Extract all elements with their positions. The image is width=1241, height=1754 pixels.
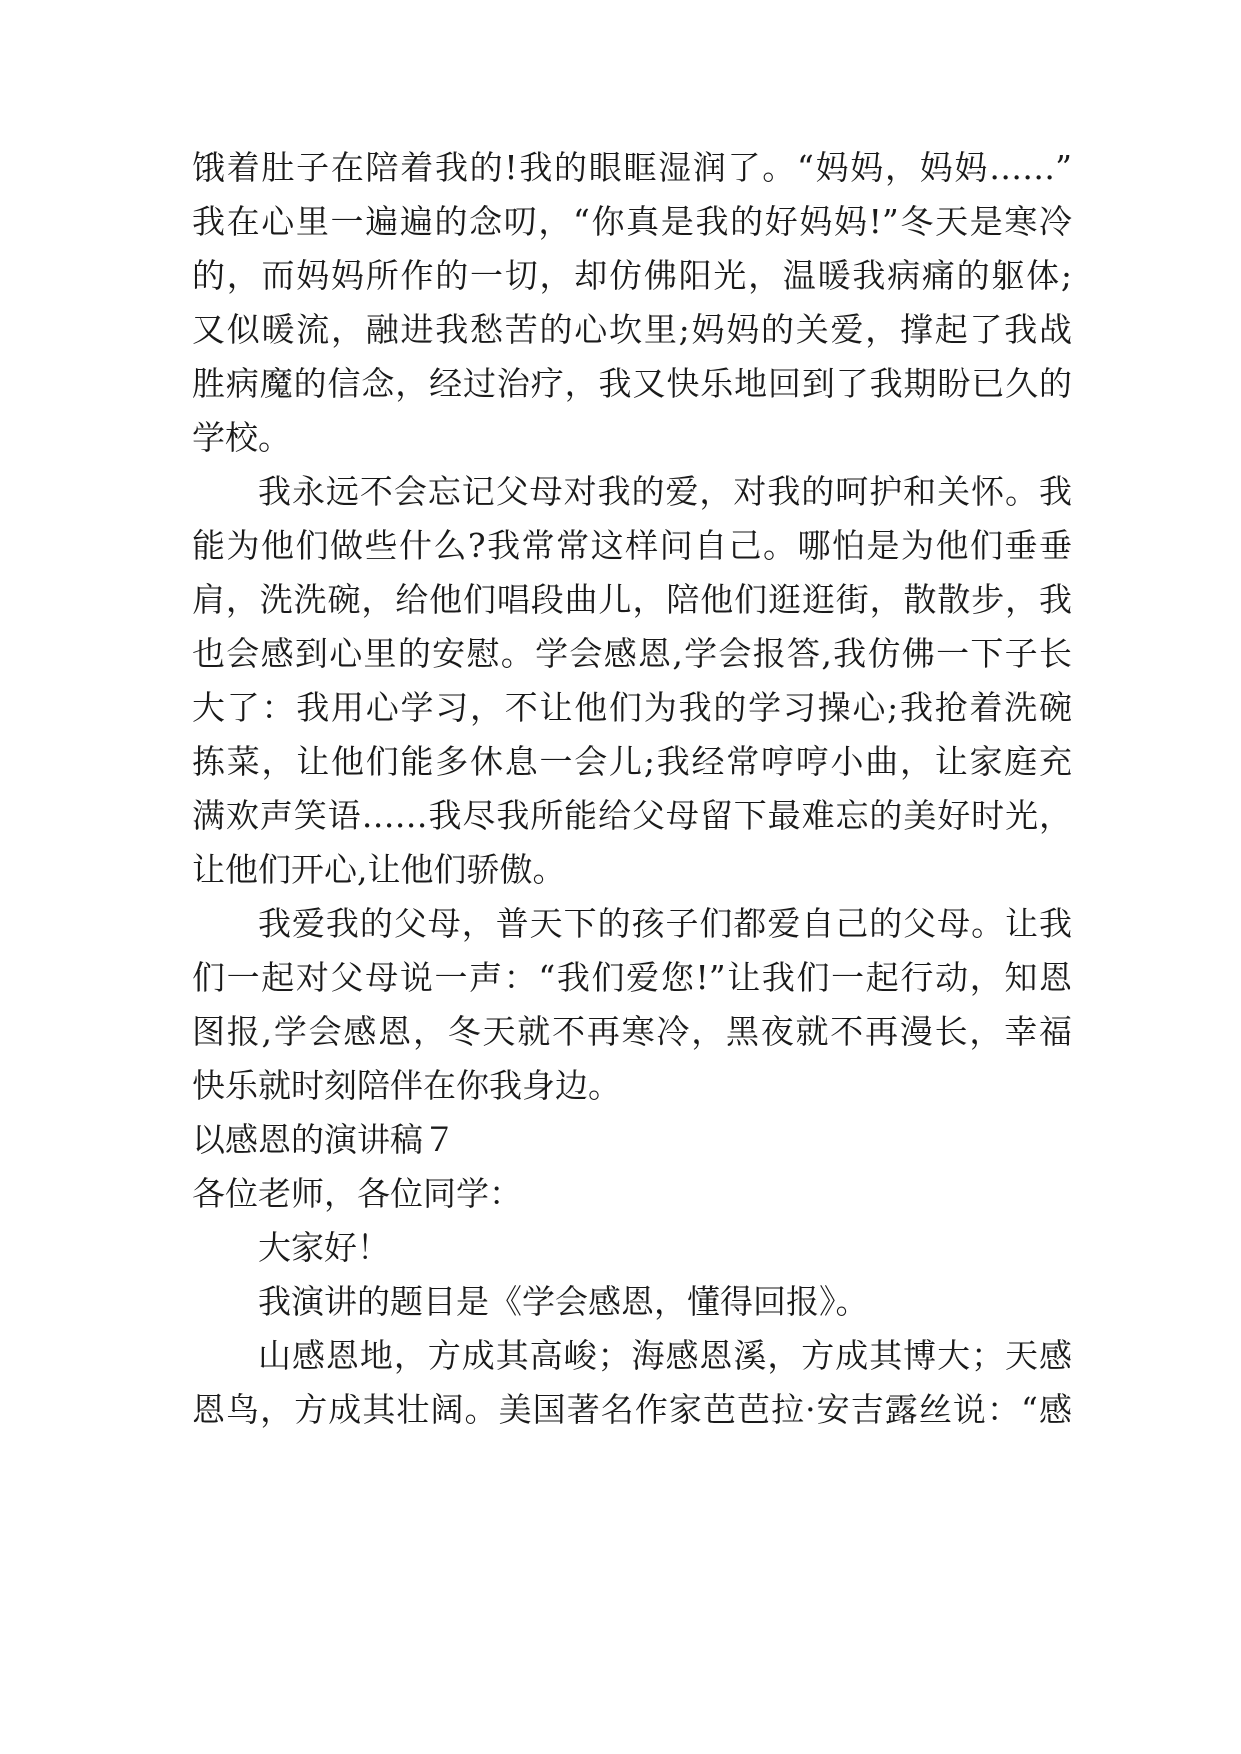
greeting: 大家好！ <box>258 1228 390 1267</box>
text-line: 学校。 <box>192 418 291 457</box>
text-line: 我在心里一遍遍的念叨，“你真是我的好妈妈!”冬天是寒冷 <box>192 202 1072 241</box>
salutation: 各位老师，各位同学： <box>192 1174 522 1213</box>
text-line: 拣菜，让他们能多休息一会儿;我经常哼哼小曲，让家庭充 <box>192 742 1072 781</box>
section-title: 以感恩的演讲稿７ <box>192 1120 456 1159</box>
text-line: 快乐就时刻陪伴在你我身边。 <box>192 1066 621 1105</box>
speech-topic: 我演讲的题目是《学会感恩，懂得回报》。 <box>258 1282 869 1321</box>
text-line: 大了：我用心学习，不让他们为我的学习操心;我抢着洗碗 <box>192 688 1072 727</box>
paragraph-first-line: 我爱我的父母，普天下的孩子们都爱自己的父母。让我 <box>258 904 1072 943</box>
paragraph-first-line: 山感恩地，方成其高峻；海感恩溪，方成其博大；天感 <box>258 1336 1072 1375</box>
text-line: 也会感到心里的安慰。学会感恩,学会报答,我仿佛一下子长 <box>192 634 1072 673</box>
text-line: 饿着肚子在陪着我的!我的眼眶湿润了。“妈妈，妈妈……” <box>192 148 1072 187</box>
text-line: 图报,学会感恩，冬天就不再寒冷，黑夜就不再漫长，幸福 <box>192 1012 1072 1051</box>
text-line: 满欢声笑语……我尽我所能给父母留下最难忘的美好时光， <box>192 796 1072 835</box>
text-line: 肩，洗洗碗，给他们唱段曲儿，陪他们逛逛街，散散步，我 <box>192 580 1072 619</box>
text-line: 又似暖流，融进我愁苦的心坎里;妈妈的关爱，撑起了我战 <box>192 310 1072 349</box>
text-line: 让他们开心,让他们骄傲。 <box>192 850 566 889</box>
text-line: 胜病魔的信念，经过治疗，我又快乐地回到了我期盼已久的 <box>192 364 1072 403</box>
text-line: 的，而妈妈所作的一切，却仿佛阳光，温暖我病痛的躯体; <box>192 256 1072 295</box>
paragraph-first-line: 我永远不会忘记父母对我的爱，对我的呵护和关怀。我 <box>258 472 1072 511</box>
text-line: 们一起对父母说一声：“我们爱您!”让我们一起行动，知恩 <box>192 958 1072 997</box>
text-line: 能为他们做些什么?我常常这样问自己。哪怕是为他们垂垂 <box>192 526 1072 565</box>
text-line: 恩鸟，方成其壮阔。美国著名作家芭芭拉·安吉露丝说：“感 <box>192 1390 1072 1429</box>
